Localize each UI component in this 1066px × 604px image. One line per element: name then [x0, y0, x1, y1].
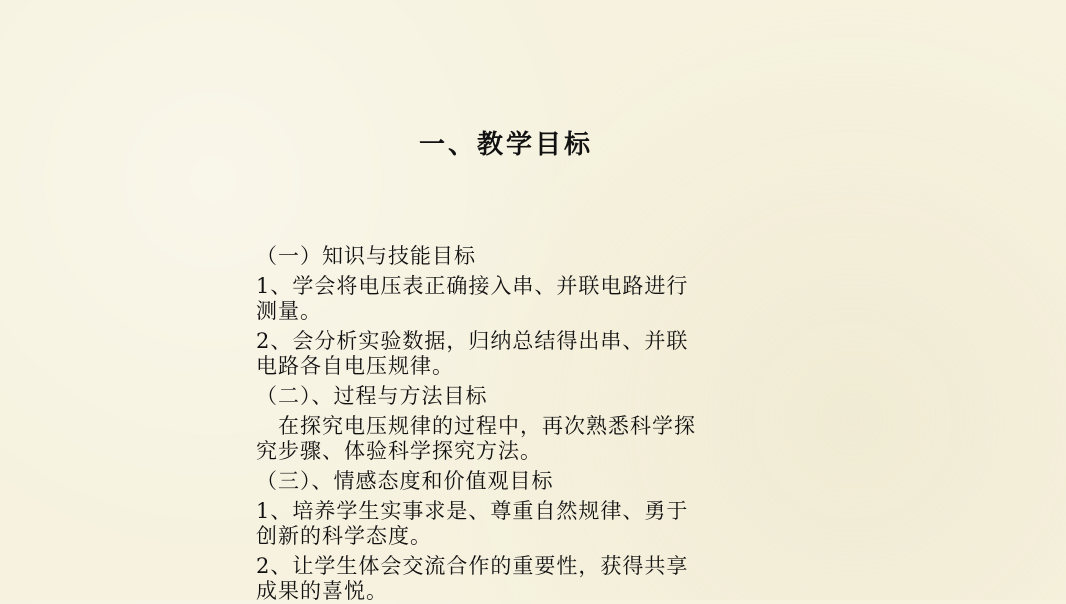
text-line: 究步骤、体验科学探究方法。	[256, 439, 542, 463]
text-line: 电路各自电压规律。	[256, 354, 454, 378]
text-line: 2、会分析实验数据，归纳总结得出串、并联	[256, 329, 689, 353]
knowledge-item-1	[256, 274, 801, 324]
attitude-item-2	[256, 554, 801, 604]
text-line: 1、学会将电压表正确接入串、并联电路进行	[256, 274, 689, 298]
text-line: （二）、过程与方法目标	[256, 384, 488, 408]
text-line: 1、培养学生实事求是、尊重自然规律、勇于	[256, 499, 689, 523]
process-method-heading	[256, 384, 801, 409]
knowledge-skill-heading	[256, 244, 801, 269]
text-line: （一）知识与技能目标	[256, 244, 476, 268]
knowledge-item-2	[256, 329, 801, 379]
slide-title: 一、教学目标	[418, 130, 593, 160]
text-line: 创新的科学态度。	[256, 524, 432, 548]
attitude-values-heading	[256, 469, 801, 494]
objectives-content	[256, 244, 801, 604]
text-line: （三）、情感态度和价值观目标	[256, 469, 554, 493]
text-line: 成果的喜悦。	[256, 579, 388, 603]
text-line: 2、让学生体会交流合作的重要性，获得共享	[256, 554, 689, 578]
attitude-item-1	[256, 499, 801, 549]
text-line: 在探究电压规律的过程中，再次熟悉科学探	[256, 414, 696, 438]
text-line: 测量。	[256, 299, 322, 323]
process-method-item	[256, 414, 801, 464]
